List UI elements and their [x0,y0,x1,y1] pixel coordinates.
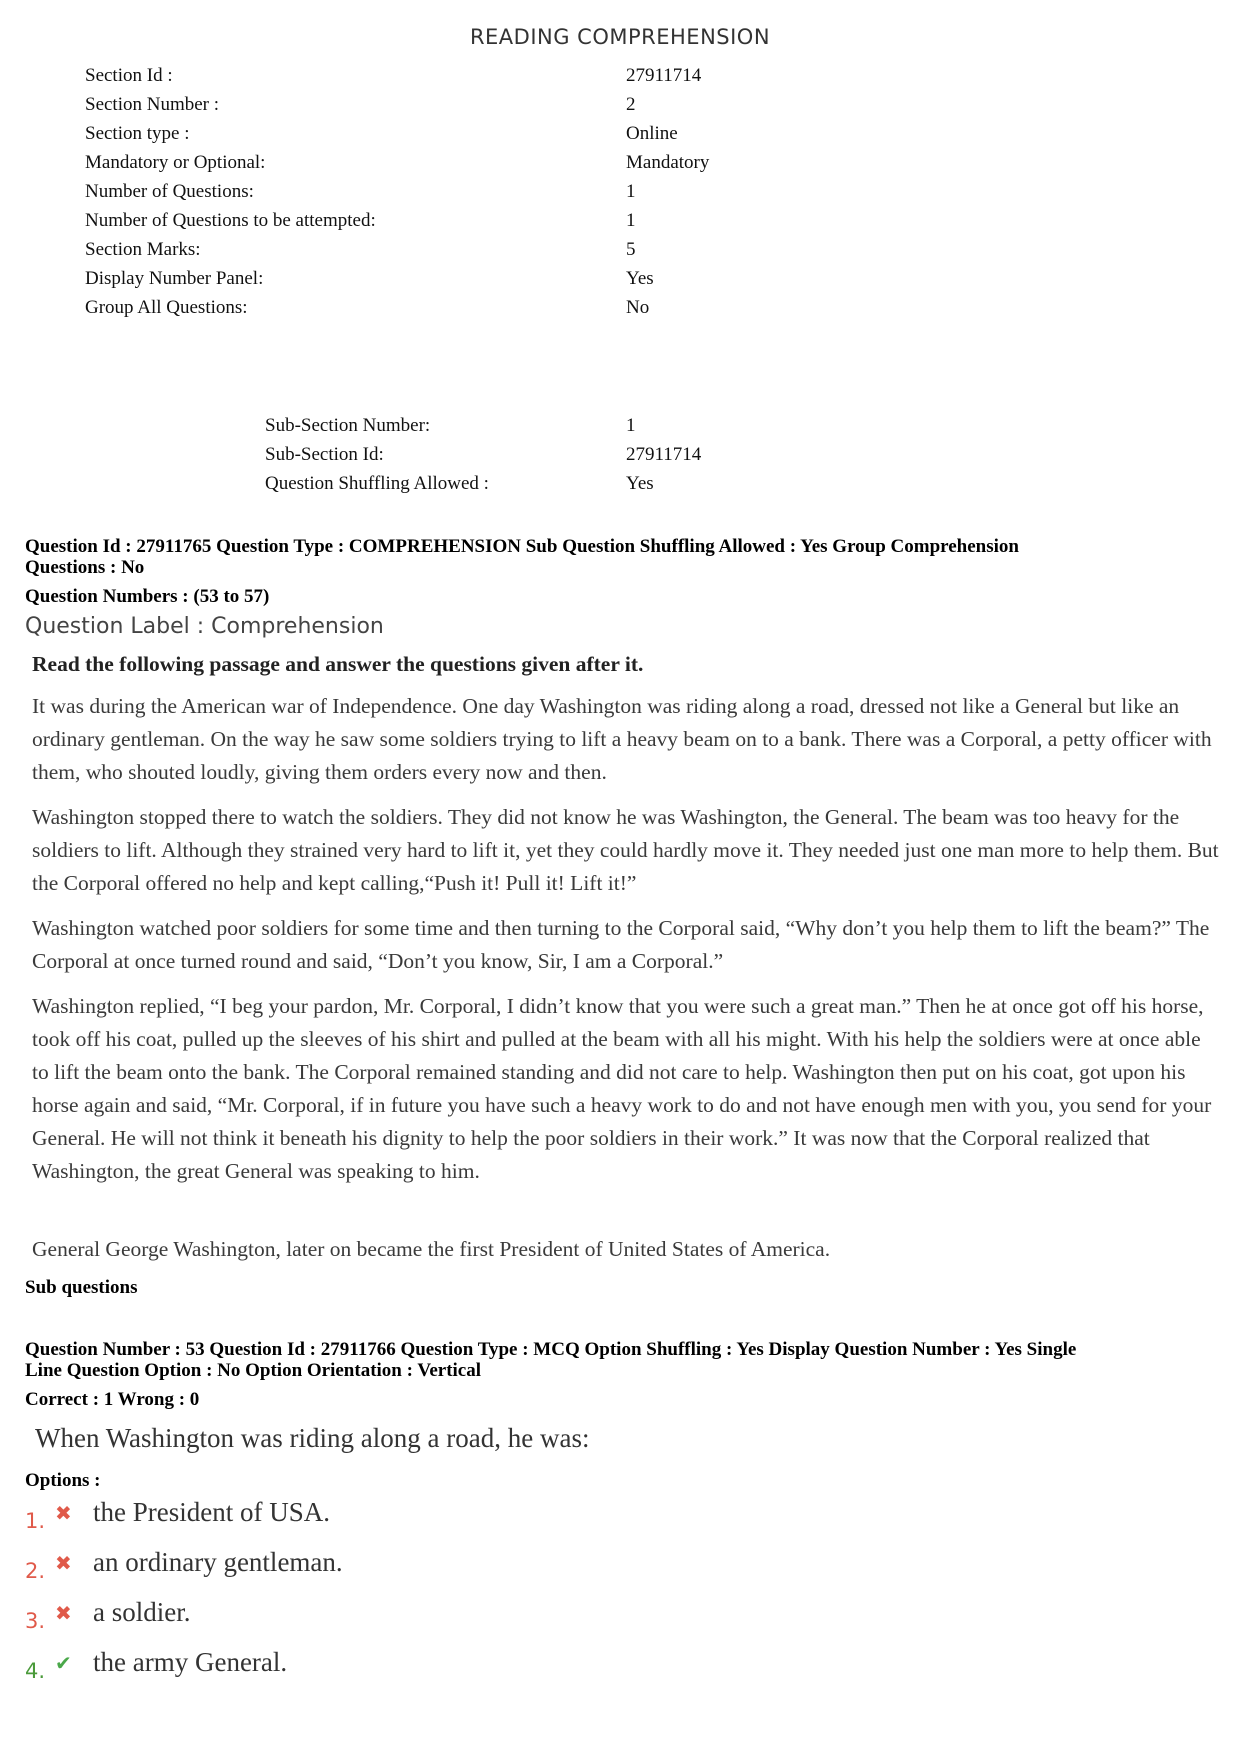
question-header [25,1339,1225,1381]
question-header-line: Line Question Option : No Option Orientation : Vertical [25,1360,482,1381]
question-text: When Washington was riding along a road, he was: [35,1423,590,1453]
option-number: 1. [25,1509,46,1533]
page-title: READING COMPREHENSION [469,25,771,49]
section-key: Section type : [85,123,190,144]
passage-paragraph: Washington watched poor soldiers for some time and then turning to the Corporal said, “Why don’t you help them to lift the beam?” The Corporal at once turned round and said, “Don’t you know, Sir, I am a Corporal.” [32,916,1210,973]
section-value: No [626,297,650,318]
question-marks: Correct : 1 Wrong : 0 [25,1389,200,1410]
subsection-value: Yes [626,473,654,494]
section-value: 5 [626,239,636,260]
checkmark-icon: ✔ [55,1651,72,1675]
section-key: Display Number Panel: [85,268,264,289]
section-value: 27911714 [626,65,702,86]
subsection-value: 27911714 [626,444,702,465]
option-text: the President of USA. [93,1497,330,1527]
section-value: Mandatory [626,152,710,173]
section-key: Mandatory or Optional: [85,152,266,173]
question-numbers: Question Numbers : (53 to 57) [25,586,270,607]
cross-icon: ✖ [55,1551,72,1575]
section-key: Number of Questions: [85,181,254,202]
option-text: the army General. [93,1647,288,1677]
question-header-line: Question Number : 53 Question Id : 27911766 Question Type : MCQ Option Shuffling : Yes Display Question Number : Yes Single [25,1339,1077,1360]
section-value: Yes [626,268,654,289]
passage-paragraph: General George Washington, later on became the first President of United States of America. [32,1237,831,1261]
option-text: a soldier. [93,1597,191,1627]
comprehension-header-line: Question Id : 27911765 Question Type : COMPREHENSION Sub Question Shuffling Allowed : Yes Group Comprehension [25,536,1019,557]
section-key: Number of Questions to be attempted: [85,210,376,231]
section-value: 2 [626,94,636,115]
section-value: Online [626,123,678,144]
option-text: an ordinary gentleman. [93,1547,343,1577]
passage-paragraph: Washington stopped there to watch the soldiers. They did not know he was Washington, the General. The beam was too heavy for the soldiers to lift. Although they strained very hard to lift it, yet they could hardly move it. They needed just one man more to help them. But the Corporal offered no help and kept calling,“Push it! Pull it! Lift it!” [32,805,1219,895]
subsection-value: 1 [626,415,636,436]
section-key: Section Id : [85,65,173,86]
section-key: Group All Questions: [85,297,248,318]
subsection-key: Question Shuffling Allowed : [265,473,489,494]
passage-paragraph: It was during the American war of Independence. One day Washington was riding along a road, dressed not like a General but like an ordinary gentleman. On the way he saw some soldiers trying to lift a heavy beam on to a bank. There was a Corporal, a petty officer with them, who shouted loudly, giving them orders every now and then. [32,694,1212,784]
section-key: Section Marks: [85,239,201,260]
comprehension-header-line: Questions : No [25,557,145,578]
option-number: 4. [25,1659,46,1683]
subsection-key: Sub-Section Number: [265,415,431,436]
comprehension-header [25,536,1225,578]
option-number: 3. [25,1609,46,1633]
section-key: Section Number : [85,94,220,115]
sub-questions-label: Sub questions [25,1277,138,1298]
question-label: Question Label : Comprehension [25,614,384,639]
cross-icon: ✖ [55,1501,72,1525]
options-label: Options : [25,1470,101,1491]
passage-instruction: Read the following passage and answer the questions given after it. [32,652,644,676]
section-value: 1 [626,181,636,202]
passage-paragraph: Washington replied, “I beg your pardon, Mr. Corporal, I didn’t know that you were such a great man.” Then he at once got off his horse, took off his coat, pulled up the sleeves of his shirt and pulled at the beam with all his might. With his help the soldiers were at once able to lift the beam onto the bank. The Corporal remained standing and did not care to help. Washington then put on his coat, got upon his horse again and said, “Mr. Corporal, if in future you have such a heavy work to do and not have enough men with you, you send for your General. He will not think it beneath his dignity to help the poor soldiers in their work.” It was now that the Corporal realized that Washington, the great General was speaking to him. [32,994,1212,1183]
subsection-key: Sub-Section Id: [265,444,384,465]
option-number: 2. [25,1559,46,1583]
cross-icon: ✖ [55,1601,72,1625]
section-value: 1 [626,210,636,231]
